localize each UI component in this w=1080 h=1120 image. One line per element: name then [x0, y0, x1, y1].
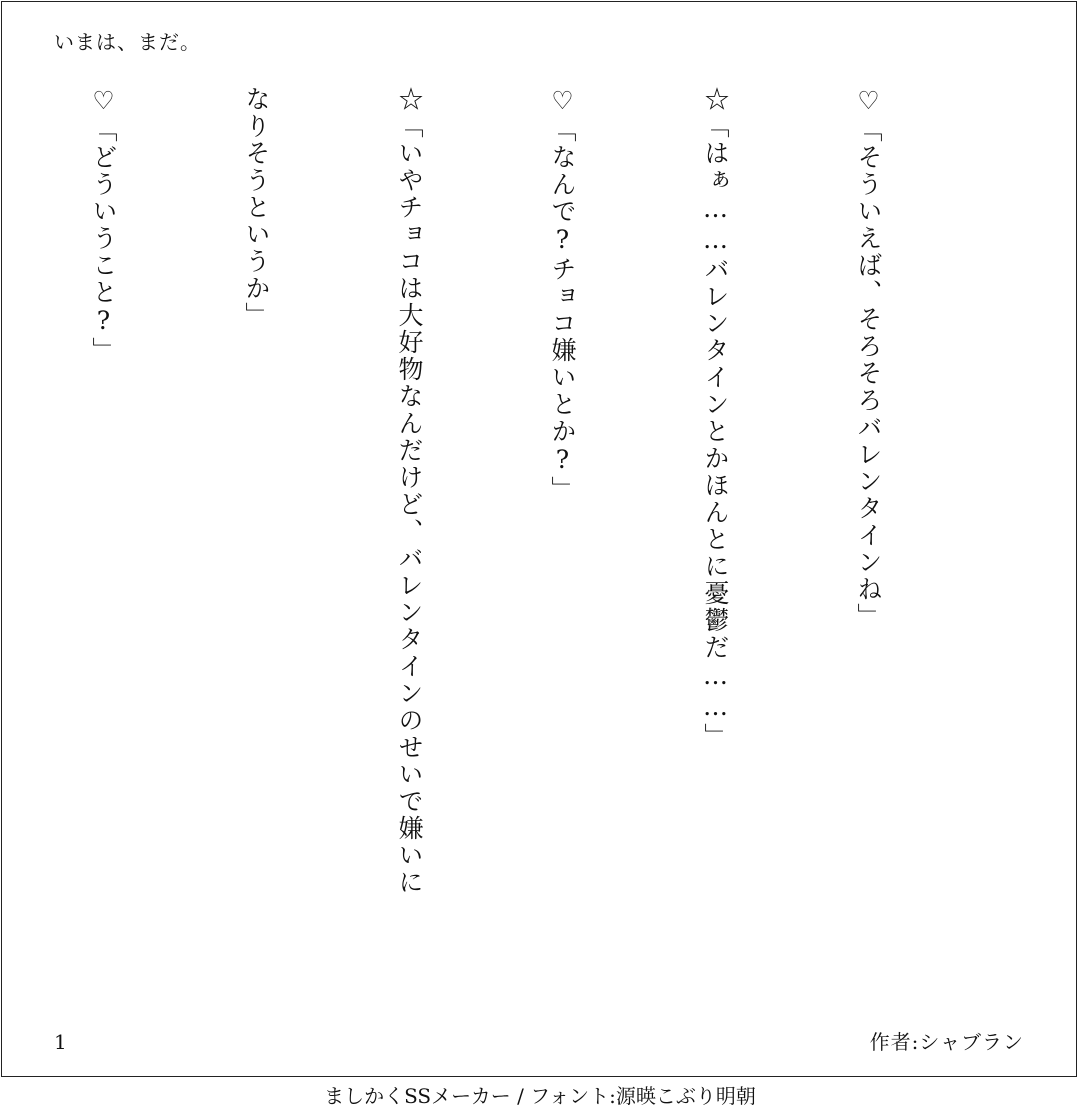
story-line-3: ♡「なんで?チョコ嫌いとか?」: [548, 86, 577, 503]
story-line-5: なりそうというか」: [242, 86, 271, 329]
story-line-6: ♡「どういうこと?」: [89, 86, 118, 364]
story-text: [6, 86, 996, 996]
footer-credit: ましかくSSメーカー / フォント:源暎こぶり明朝: [324, 1084, 756, 1108]
story-line-1: ♡「そういえば、そろそろバレンタインね」: [854, 86, 883, 630]
author-credit: 作者:シャブラン: [869, 1030, 1024, 1054]
story-line-4: ☆「いやチョコは大好物なんだけど、バレンタインのせいで嫌いに: [395, 86, 424, 896]
page-card: [1, 1, 1077, 1077]
page-title: いまは、まだ。: [54, 30, 201, 54]
page-number: 1: [54, 1030, 67, 1054]
story-line-2: ☆「はぁ……バレンタインとかほんとに憂鬱だ……」: [701, 86, 730, 750]
